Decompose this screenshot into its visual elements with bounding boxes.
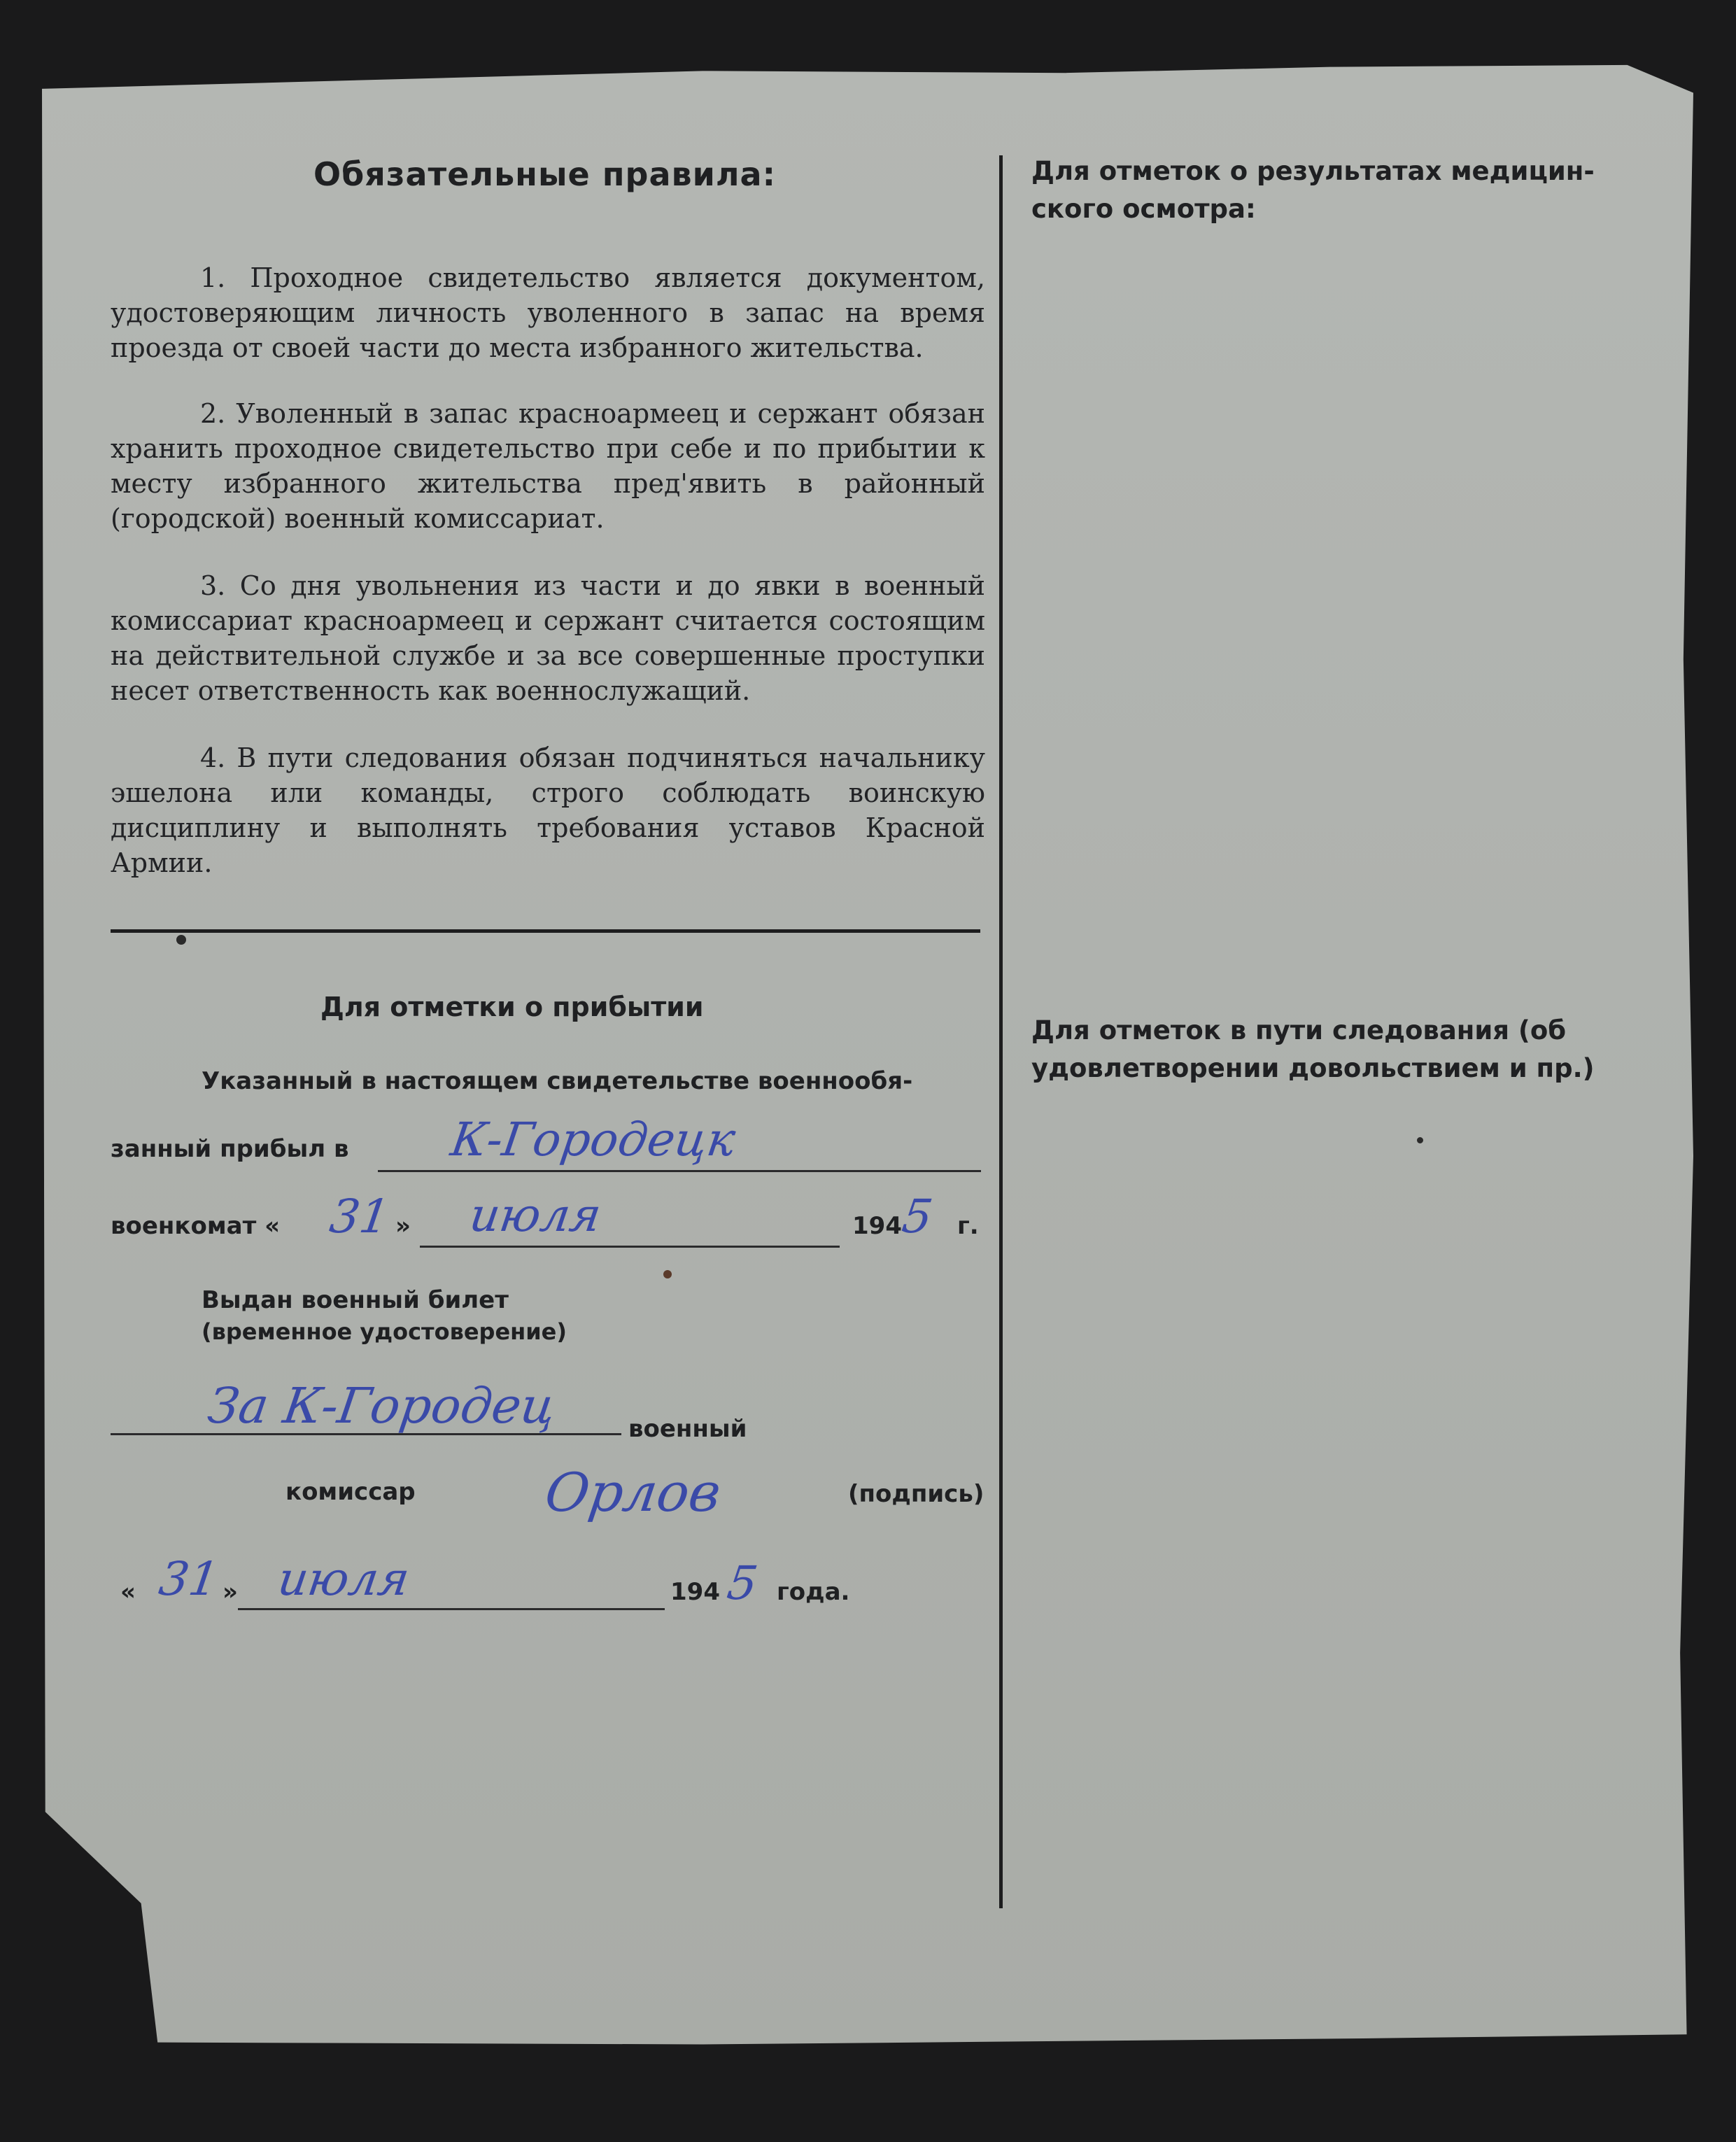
military-word: военный bbox=[628, 1415, 747, 1443]
travel-heading-line-2: удовлетворении довольствием и пр.) bbox=[1031, 1053, 1595, 1083]
date-open: « bbox=[120, 1578, 136, 1606]
date-close: » bbox=[223, 1578, 238, 1606]
handwritten-month: июля bbox=[466, 1188, 605, 1242]
handwritten-date-year-digit: 5 bbox=[724, 1556, 761, 1610]
arrival-year-suffix: г. bbox=[957, 1212, 979, 1240]
handwritten-issued-by: За К-Городец bbox=[204, 1377, 560, 1435]
travel-heading-line-1: Для отметок в пути следования (об bbox=[1031, 1015, 1567, 1045]
ink-dot bbox=[663, 1270, 672, 1278]
ink-dot bbox=[176, 935, 186, 945]
place-underline bbox=[378, 1170, 981, 1172]
medical-heading-line-2: ского осмотра: bbox=[1031, 194, 1256, 224]
arrival-text-line-2: занный прибыл в bbox=[111, 1135, 349, 1163]
date-year-prefix: 194 bbox=[670, 1578, 720, 1606]
rule-3: 3. Со дня увольнения из части и до явки в военный комиссариат красноармеец и сержант считается состоящим на действительной службе и за все совершенные проступки несет ответственность как военнослужащий. bbox=[111, 570, 985, 706]
issued-line-1: Выдан военный билет bbox=[202, 1286, 509, 1314]
arrival-day-close: » bbox=[395, 1212, 411, 1240]
arrival-text-line-3: военкомат « bbox=[111, 1212, 281, 1240]
rule-2: 2. Уволенный в запас красноармеец и сержант обязан хранить проходное свидетельство при себе и по прибытии к месту избранного жительства пред'явить в районный (городской) военный комиссариат. bbox=[111, 398, 985, 534]
rules-title: Обязательные правила: bbox=[313, 155, 776, 193]
handwritten-place: К-Городецк bbox=[447, 1113, 739, 1167]
handwritten-date-day: 31 bbox=[155, 1552, 223, 1606]
handwritten-day: 31 bbox=[326, 1190, 393, 1243]
column-divider bbox=[999, 155, 1003, 1908]
medical-heading-line-1: Для отметок о результатах медицин- bbox=[1031, 156, 1595, 186]
signature-label: (подпись) bbox=[848, 1480, 985, 1508]
arrival-text-line-1: Указанный в настоящем свидетельстве военнообя- bbox=[202, 1067, 913, 1095]
section-divider bbox=[111, 929, 980, 933]
arrival-year-prefix: 194 bbox=[852, 1212, 902, 1240]
date-suffix: года. bbox=[777, 1578, 850, 1606]
commissar-word: комиссар bbox=[285, 1478, 416, 1506]
ink-dot bbox=[1417, 1137, 1423, 1143]
rule-4: 4. В пути следования обязан подчиняться начальнику эшелона или команды, строго соблюдать воинскую дисциплину и выполнять требования уставов Красной Армии. bbox=[111, 742, 985, 878]
month-underline bbox=[420, 1246, 840, 1248]
handwritten-date-month: июля bbox=[274, 1552, 413, 1606]
date-month-underline bbox=[238, 1608, 665, 1610]
issued-line-2: (временное удостоверение) bbox=[202, 1318, 567, 1345]
rule-1: 1. Проходное свидетельство является документом, удостоверяющим личность уволенного в запас на время проезда от своей части до места избранного жительства. bbox=[111, 262, 985, 363]
arrival-heading: Для отметки о прибытии bbox=[320, 992, 704, 1022]
handwritten-signature: Орлов bbox=[541, 1461, 725, 1523]
handwritten-year-digit: 5 bbox=[898, 1190, 936, 1243]
